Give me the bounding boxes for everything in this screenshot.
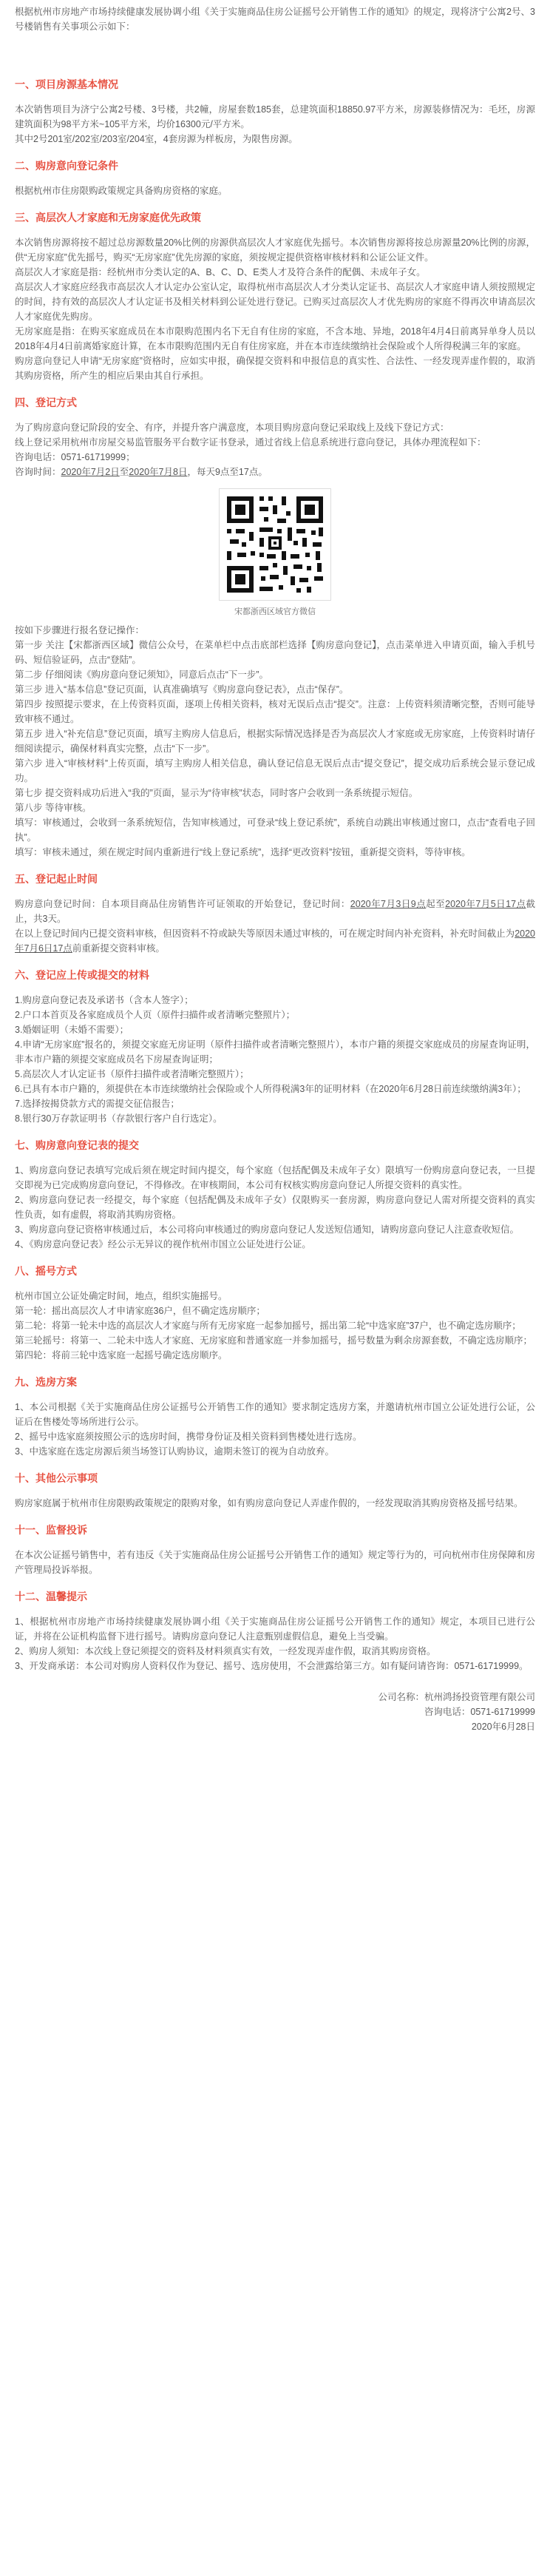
section-lottery-method — [15, 1264, 535, 1363]
section-title: 八、摇号方式 — [15, 1265, 77, 1277]
list-item: 4.申请“无房家庭”报名的，须提交家庭无房证明（原件扫描件或者清晰完整照片），本市户籍的须提交家庭成员的房屋查询证明，非本市户籍的须提交家庭成员名下房屋查询证明； — [15, 1039, 535, 1065]
label: 咨询时间： — [15, 467, 61, 477]
step-item: 第五步 进入“补充信息”登记页面，填写主购房人信息后，根据实际情况选择是否为高层次人才家庭或无房家庭，上传资料时请仔细阅读提示，确保材料真实完整，点击“下一步”。 — [15, 729, 535, 754]
paragraph: 2、购房人须知：本次线上登记须提交的资料及材料须真实有效，一经发现弄虚作假，取消其购房资格。 — [15, 1646, 436, 1656]
step-item: 第六步 进入“审核材料”上传页面，填写主购房人相关信息，确认登记信息无误后点击“提交登记”，提交成功后系统会显示登记成功。 — [15, 758, 535, 783]
step-item: 第三步 进入“基本信息”登记页面，认真准确填写《购房意向登记表》，点击“保存”。 — [15, 684, 349, 695]
list-item: 2.户口本首页及各家庭成员个人页（原件扫描件或者清晰完整照片）； — [15, 1010, 296, 1020]
section-title: 五、登记起止时间 — [15, 873, 98, 885]
section-title: 十二、温馨提示 — [15, 1591, 87, 1602]
section-title: 六、登记应上传或提交的材料 — [15, 969, 149, 981]
publish-date: 2020年6月28日 — [471, 1722, 535, 1732]
label: 前重新提交资料审核。 — [72, 943, 165, 954]
intro-paragraph: 根据杭州市房地产市场持续健康发展协调小组《关于实施商品住房公证摇号公开销售工作的通知》的规定，现将济宁公寓2号、3号楼销售有关事项公示如下： — [15, 7, 535, 32]
section-title: 三、高层次人才家庭和无房家庭优先政策 — [15, 212, 201, 223]
step-item: 第二步 仔细阅读《购房意向登记须知》，同意后点击“下一步”。 — [15, 670, 269, 680]
section-title: 十一、监督投诉 — [15, 1524, 87, 1536]
section-title: 一、项目房源基本情况 — [15, 78, 118, 90]
label: 起至 — [426, 899, 446, 909]
paragraph: 按如下步骤进行报名登记操作： — [15, 625, 145, 635]
step-item: 第八步 等待审核。 — [15, 803, 92, 813]
company-name: 公司名称：杭州鸿扬投资管理有限公司 — [378, 1692, 535, 1702]
list-item: 7.选择按揭贷款方式的需提交征信报告； — [15, 1099, 180, 1109]
qr-caption: 宋都浙西区域官方微信 — [234, 607, 316, 616]
section-registration-period — [15, 871, 535, 956]
paragraph: 1、购房意向登记表填写完成后须在规定时间内提交，每个家庭（包括配偶及未成年子女）限填写一份购房意向登记表，一旦提交即视为已完成购房意向登记，不得修改。在审核期间，本公司有权核实购房意向登记人所提交资料的真实性。 — [15, 1165, 535, 1190]
label: 至 — [119, 467, 129, 477]
supplement-time — [15, 926, 535, 956]
list-item: 1.购房意向登记表及承诺书（含本人签字）； — [15, 995, 194, 1005]
section-materials — [15, 968, 535, 1126]
paragraph: 在本次公证摇号销售中，若有违反《关于实施商品住房公证摇号公开销售工作的通知》规定等行为的，可向杭州市住房保障和房产管理局投诉举报。 — [15, 1550, 535, 1575]
section-title: 九、选房方案 — [15, 1376, 77, 1388]
paragraph: 第二轮：将第一轮未中选的高层次人才家庭与所有无房家庭一起参加摇号，摇出第二轮“中选家庭”37户，也不确定选房顺序； — [15, 1321, 521, 1331]
list-item: 5.高层次人才认定证书（原件扫描件或者清晰完整照片）； — [15, 1069, 249, 1079]
list-item: 3.婚姻证明（未婚不需要）； — [15, 1025, 129, 1035]
paragraph: 1、本公司根据《关于实施商品住房公证摇号公开销售工作的通知》要求制定选房方案，并邀请杭州市国立公证处进行公证，公证后在售楼处等场所进行公示。 — [15, 1402, 535, 1427]
paragraph: 第三轮摇号：将第一、二轮未中选人才家庭、无房家庭和普通家庭一并参加摇号，摇号数量为剩余房源套数，不确定选房顺序； — [15, 1335, 533, 1346]
label: ，每天9点至17点。 — [187, 467, 268, 477]
paragraph: 3、中选家庭在选定房源后须当场签订认购协议，逾期未签订的视为自动放弃。 — [15, 1446, 334, 1457]
label: 截止，共3天。 — [15, 899, 535, 924]
date-deadline: 2020年7月6日17点 — [15, 928, 535, 954]
section-registration-method — [15, 395, 535, 860]
qr-code-block — [15, 488, 535, 617]
date-start: 2020年7月3日9点 — [350, 899, 427, 909]
paragraph: 购房意向登记人申请“无房家庭”资格时，应如实申报，确保提交资料和申报信息的真实性、合法性、一经发现弄虚作假的，取消其购房资格，所产生的相应后果由其自行承担。 — [15, 356, 535, 381]
paragraph: 4、《购房意向登记表》经公示无异议的视作杭州市国立公证处进行公证。 — [15, 1239, 311, 1250]
section-supervision — [15, 1523, 535, 1577]
section-reminders — [15, 1589, 535, 1673]
section-title: 十、其他公示事项 — [15, 1472, 98, 1484]
date-end: 2020年7月5日17点 — [445, 899, 526, 909]
step-item: 第四步 按照提示要求，在上传资料页面，逐项上传相关资料，核对无误后点击“提交”。注意：上传资料须清晰完整，否则可能导致审核不通过。 — [15, 699, 535, 724]
list-item: 6.已具有本市户籍的，须提供在本市连续缴纳社会保险或个人所得税满3年的证明材料（在2020年6月28日前连续缴纳满3年）； — [15, 1084, 526, 1094]
paragraph: 填写：审核未通过，须在规定时间内重新进行“线上登记系统”，选择“更改资料”按钮，重新提交资料，等待审核。 — [15, 847, 471, 857]
qr-code-icon[interactable] — [219, 488, 331, 601]
paragraph: 杭州市国立公证处确定时间，地点，组织实施摇号。 — [15, 1291, 228, 1301]
step-item: 第七步 提交资料成功后进入“我的”页面，显示为“待审核”状态，同时客户会收到一条系统提示短信。 — [15, 788, 418, 798]
paragraph: 为了购房意向登记阶段的安全、有序，并提升客户满意度，本项目购房意向登记采取线上及线下登记方式： — [15, 422, 449, 433]
contact-phone: 咨询电话：0571-61719999 — [424, 1707, 535, 1717]
section-title: 七、购房意向登记表的提交 — [15, 1139, 139, 1151]
paragraph: 线上登记采用杭州市房屋交易监管服务平台数字证书登录，通过省线上信息系统进行意向登记，具体办理流程如下： — [15, 437, 486, 448]
date-start: 2020年7月2日 — [61, 467, 120, 477]
paragraph: 填写：审核通过，会收到一条系统短信，告知审核通过，可登录“线上登记系统”，系统自动跳出审核通过窗口，点击“查看电子回执”。 — [15, 817, 535, 843]
section-title: 四、登记方式 — [15, 397, 77, 408]
paragraph: 其中2号201室/202室/203室/204室，4套房源为样板房，为限售房源。 — [15, 134, 298, 144]
section-selection-plan — [15, 1375, 535, 1459]
paragraph: 1、根据杭州市房地产市场持续健康发展协调小组《关于实施商品住房公证摇号公开销售工作的通知》规定，本项目已进行公证，并将在公证机构监督下进行摇号。请购房意向登记人注意甄别虚假信息，避免上当受骗。 — [15, 1616, 535, 1642]
footer — [15, 1690, 535, 1734]
list-item: 8.银行30万存款证明书（存款银行客户自行选定）。 — [15, 1113, 223, 1124]
paragraph: 无房家庭是指：在购买家庭成员在本市限购范围内名下无自有住房的家庭，不含本地、异地，2018年4月4日前离异单身人员以2018年4月4日前离婚家庭计算，在本市限购范围内无自有住房家庭，并在本市连续缴纳社会保险或个人所得税满三年的家庭。 — [15, 326, 535, 351]
paragraph: 本次销售项目为济宁公寓2号楼、3号楼，共2幢，房屋套数185套，总建筑面积18850.97平方米，房源装修情况为：毛坯，房源建筑面积为98平方米~105平方米，均价16300元/平方米。 — [15, 104, 535, 129]
paragraph: 2、摇号中选家庭须按照公示的选房时间，携带身份证及相关资料到售楼处进行选房。 — [15, 1432, 362, 1442]
step-item: 第一步 关注【宋都浙西区域】微信公众号，在菜单栏中点击底部栏选择【购房意向登记】，点击菜单进入申请页面，输入手机号码、短信验证码，点击“登陆”。 — [15, 640, 535, 665]
paragraph: 第一轮：摇出高层次人才申请家庭36户，但不确定选房顺序； — [15, 1306, 265, 1316]
section-priority-policy — [15, 210, 535, 383]
section-form-submission — [15, 1138, 535, 1252]
paragraph: 2、购房意向登记表一经提交，每个家庭（包括配偶及未成年子女）仅限购买一套房源，购房意向登记人需对所提交资料的真实性负责，如有虚假，将取消其购房资格。 — [15, 1195, 535, 1220]
section-project-info — [15, 77, 535, 146]
label: 在以上登记时间内已提交资料审核，但因资料不符或缺失等原因未通过审核的，可在规定时间内补充资料，补充时间截止为 — [15, 928, 515, 939]
phone-line: 咨询电话：0571-61719999； — [15, 452, 135, 462]
section-registration-conditions — [15, 158, 535, 198]
paragraph: 3、开发商承诺：本公司对购房人资料仅作为登记、摇号、选房使用，不会泄露给第三方。如有疑问请咨询：0571-61719999。 — [15, 1661, 529, 1671]
label: 购房意向登记时间：自本项目商品住房销售许可证领取的开始登记，登记时间： — [15, 899, 350, 909]
date-end: 2020年7月8日 — [129, 467, 188, 477]
registration-time — [15, 897, 535, 926]
section-title: 二、购房意向登记条件 — [15, 160, 118, 172]
paragraph: 高层次人才家庭是指：经杭州市分类认定的A、B、C、D、E类人才及符合条件的配偶、未成年子女。 — [15, 267, 426, 277]
paragraph: 高层次人才家庭应经我市高层次人才认定办公室认定，取得杭州市高层次人才分类认定证书、高层次人才家庭申请人须按照规定的时间，持有效的高层次人才认定证书及相关材料到公证处进行登记。已购买过高层次人才优先购房的家庭不得再次申请高层次人才家庭优先购房。 — [15, 282, 535, 322]
section-other-notices — [15, 1471, 535, 1511]
paragraph: 3、购房意向登记资格审核通过后，本公司将向审核通过的购房意向登记人发送短信通知，请购房意向登记人注意查收短信。 — [15, 1224, 519, 1235]
paragraph: 购房家庭属于杭州市住房限购政策规定的限购对象，如有购房意向登记人弄虚作假的，一经发现取消其购房资格及摇号结果。 — [15, 1498, 523, 1508]
paragraph: 本次销售房源将按不超过总房源数量20%比例的房源供高层次人才家庭优先摇号。本次销售房源将按总房源量20%比例的房源，供“无房家庭”优先摇号，购买“无房家庭”优先房源的家庭，须按规定提供资格审核材料和公证公证文件。 — [15, 237, 535, 263]
consult-time — [15, 465, 535, 479]
qr-code-graphic — [220, 489, 330, 600]
paragraph: 根据杭州市住房限购政策规定具备购房资格的家庭。 — [15, 186, 228, 196]
paragraph: 第四轮：将前三轮中选家庭一起摇号确定选房顺序。 — [15, 1350, 228, 1361]
